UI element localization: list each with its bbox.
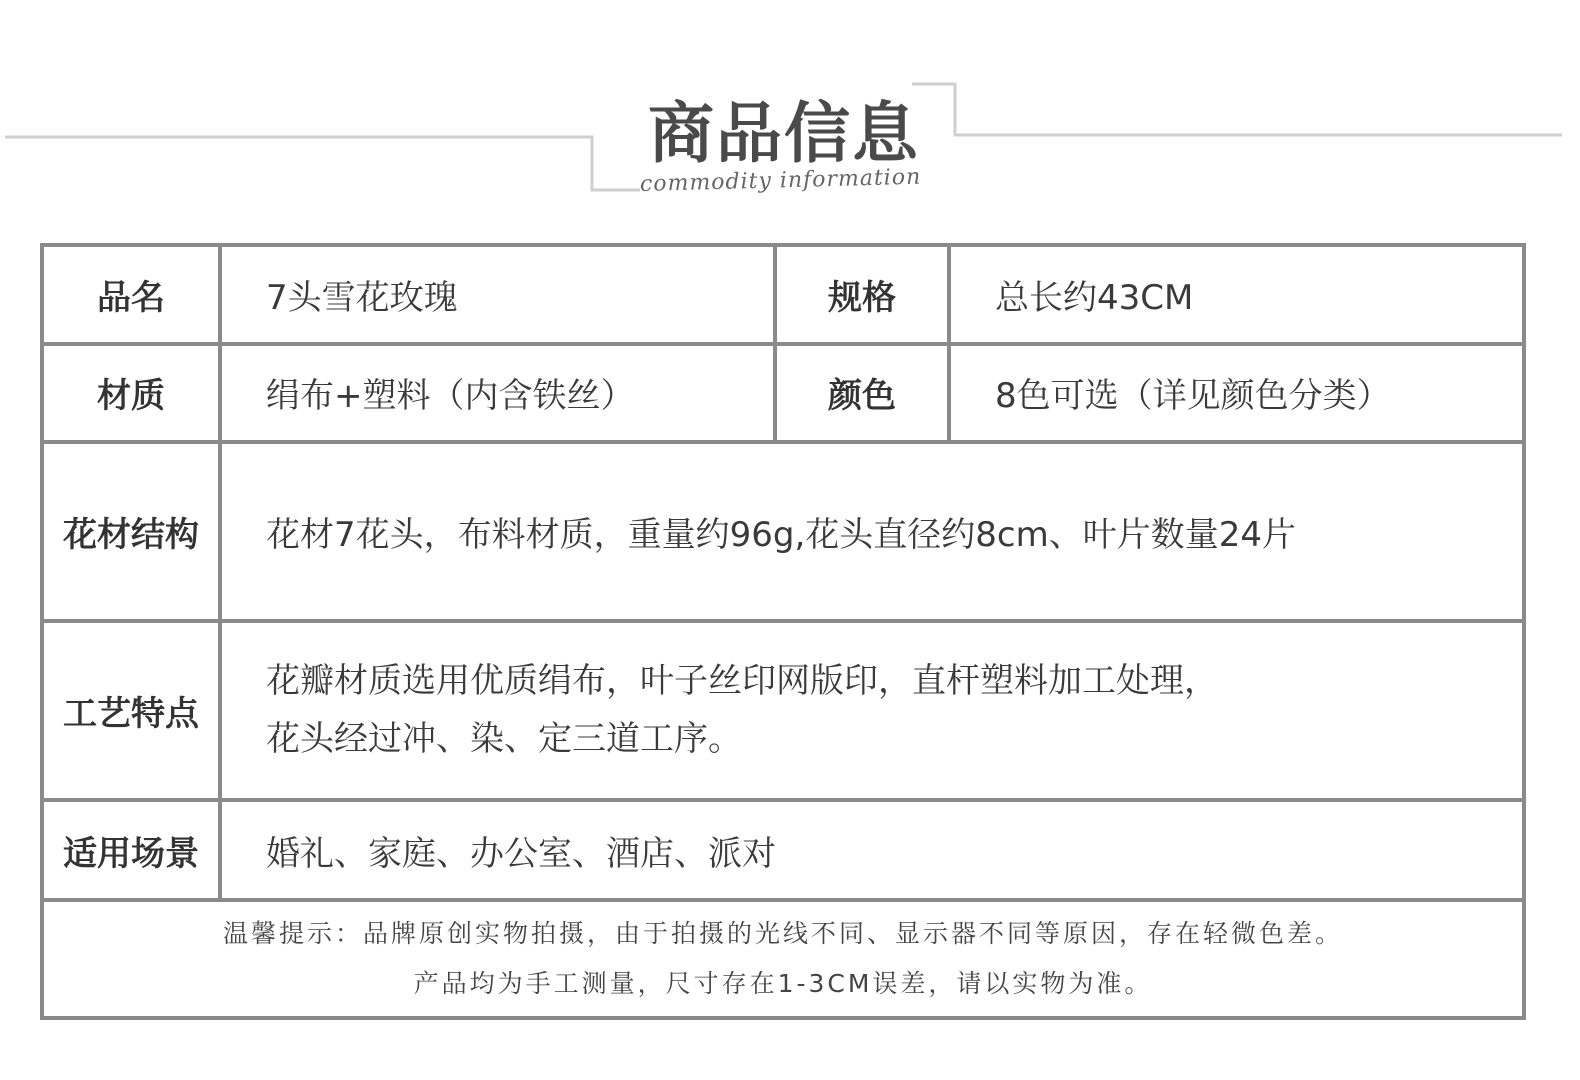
craft-value [220, 621, 1524, 800]
section-subtitle: commodity information [639, 164, 922, 197]
table-row [42, 900, 1524, 1018]
scene-label: 适用场景 [42, 800, 220, 901]
name-label: 品名 [42, 245, 220, 344]
color-value: 8色可选（详见颜色分类） [949, 344, 1524, 443]
size-value: 总长约43CM [949, 245, 1524, 344]
color-label: 颜色 [775, 344, 949, 443]
note-line-1: 温馨提示：品牌原创实物拍摄，由于拍摄的光线不同、显示器不同等原因，存在轻微色差。 [222, 919, 1343, 949]
table-row [42, 800, 1524, 901]
product-spec-table [40, 243, 1526, 1020]
warm-tip-note [42, 900, 1524, 1018]
table-row [42, 621, 1524, 800]
size-label: 规格 [775, 245, 949, 344]
structure-value: 花材7花头，布料材质，重量约96g,花头直径约8cm、叶片数量24片 [220, 442, 1524, 621]
craft-label: 工艺特点 [42, 621, 220, 800]
scene-value: 婚礼、家庭、办公室、酒店、派对 [220, 800, 1524, 901]
material-label: 材质 [42, 344, 220, 443]
section-title: 商品信息 [648, 95, 920, 172]
note-line-2: 产品均为手工测量，尺寸存在1-3CM误差，请以实物为准。 [413, 969, 1153, 999]
structure-label: 花材结构 [42, 442, 220, 621]
section-header [0, 0, 1580, 230]
craft-line-2: 花头经过冲、染、定三道工序。 [266, 719, 742, 760]
table-row [42, 344, 1524, 443]
craft-line-1: 花瓣材质选用优质绢布，叶子丝印网版印，直杆塑料加工处理， [266, 661, 1218, 702]
table-row [42, 442, 1524, 621]
material-value: 绢布+塑料（内含铁丝） [220, 344, 775, 443]
name-value: 7头雪花玫瑰 [220, 245, 775, 344]
table-row [42, 245, 1524, 344]
